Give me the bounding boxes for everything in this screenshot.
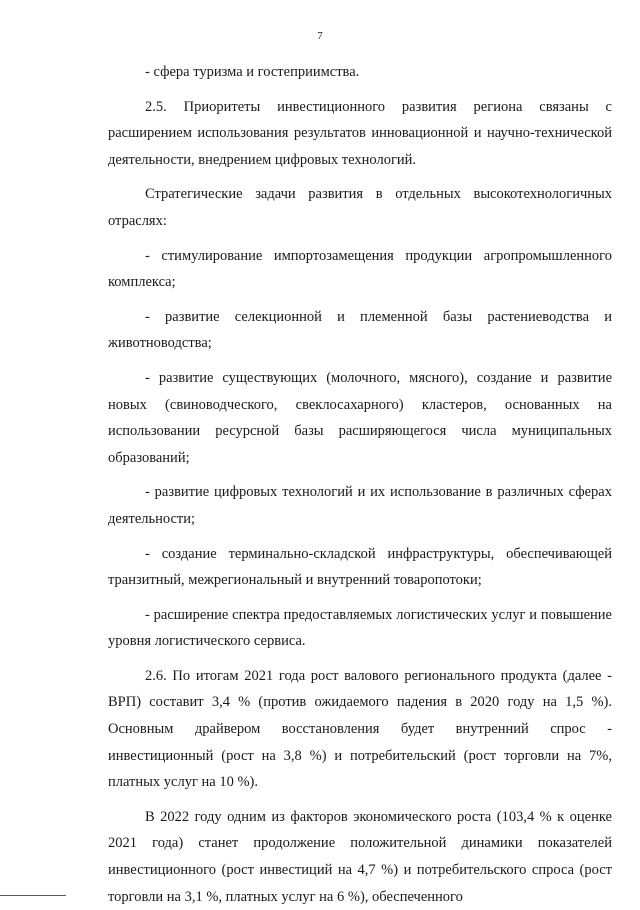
page-number: 7: [317, 30, 323, 42]
paragraph-tourism-item: - сфера туризма и гостеприимства.: [145, 64, 360, 80]
list-item-terminal-infrastructure: - создание терминально-складской инфраструктуры, обеспечивающей транзитный, межрегиональный и внутренний товаропотоки;: [108, 545, 612, 589]
list-item-logistics-services: - расширение спектра предоставляемых логистических услуг и повышение уровня логистического сервиса.: [108, 606, 612, 650]
paragraph-strategic-tasks-intro: Стратегические задачи развития в отдельных высокотехнологичных отраслях:: [108, 186, 612, 229]
bottom-rule: [0, 895, 66, 896]
list-item-import-substitution: - стимулирование импортозамещения продукции агропромышленного комплекса;: [108, 247, 612, 291]
list-item-digital-technologies: - развитие цифровых технологий и их использование в различных сферах деятельности;: [108, 484, 612, 527]
list-item-clusters: - развитие существующих (молочного, мясного), создание и развитие новых (свиноводческого, свеклосахарного) кластеров, основанных на использовании ресурсной базы расширяющегося числа муниципальных образований;: [108, 369, 612, 466]
paragraph-2-6-grp-results: 2.6. По итогам 2021 года рост валового регионального продукта (далее - ВРП) составит 3,4 % (против ожидаемого падения в 2020 году на 1,5 %). Основным драйвером восстановления будет внутренний спрос - инвестиционный (рост на 3,8 %) и потребительский (рост торговли на 7%, платных услуг на 10 %).: [108, 667, 612, 791]
paragraph-2-5-priorities: 2.5. Приоритеты инвестиционного развития региона связаны с расширением использования результатов инновационной и научно-технической деятельности, внедрением цифровых технологий.: [108, 98, 612, 168]
paragraph-2022-growth: В 2022 году одним из факторов экономического роста (103,4 % к оценке 2021 года) станет продолжение положительной динамики показателей инвестиционного (рост инвестиций на 4,7 %) и потребительского спроса (рост торговли на 3,1 %, платных услуг на 6 %), обеспеченного: [108, 808, 612, 905]
document-body: [108, 59, 612, 910]
list-item-selection-base: - развитие селекционной и племенной базы растениеводства и животноводства;: [108, 308, 612, 352]
